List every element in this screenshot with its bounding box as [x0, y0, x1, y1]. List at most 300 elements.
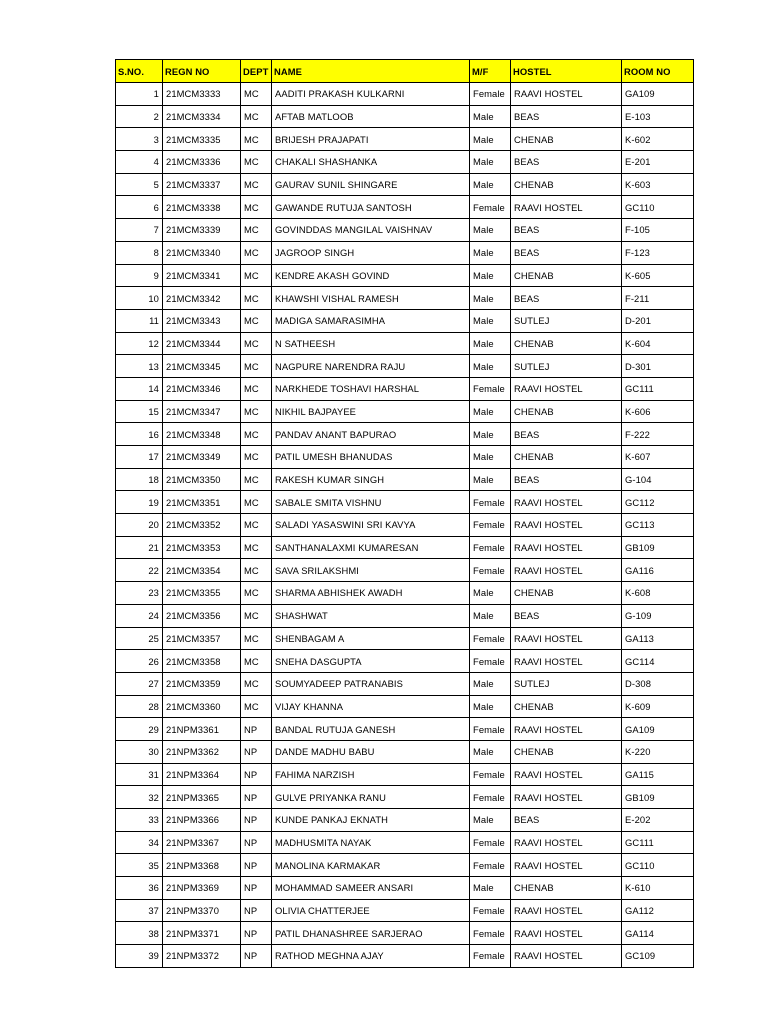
- cell-name: SABALE SMITA VISHNU: [272, 491, 470, 514]
- cell-hostel: CHENAB: [511, 740, 622, 763]
- cell-sno: 10: [116, 287, 163, 310]
- cell-name: MADHUSMITA NAYAK: [272, 831, 470, 854]
- cell-regn-no: 21NPM3369: [163, 877, 241, 900]
- cell-sno: 12: [116, 332, 163, 355]
- cell-room-no: K-605: [622, 264, 694, 287]
- cell-name: KENDRE AKASH GOVIND: [272, 264, 470, 287]
- table-row: [116, 718, 694, 741]
- cell-dept: NP: [241, 763, 272, 786]
- cell-dept: NP: [241, 740, 272, 763]
- cell-regn-no: 21NPM3362: [163, 740, 241, 763]
- header-gender: M/F: [470, 60, 511, 83]
- cell-room-no: K-602: [622, 128, 694, 151]
- cell-hostel: BEAS: [511, 809, 622, 832]
- cell-room-no: GC111: [622, 377, 694, 400]
- cell-name: OLIVIA CHATTERJEE: [272, 899, 470, 922]
- table-row: [116, 423, 694, 446]
- cell-dept: MC: [241, 377, 272, 400]
- cell-room-no: GA116: [622, 559, 694, 582]
- table-row: [116, 446, 694, 469]
- cell-regn-no: 21NPM3367: [163, 831, 241, 854]
- cell-regn-no: 21MCM3357: [163, 627, 241, 650]
- cell-gender: Male: [470, 128, 511, 151]
- cell-hostel: RAAVI HOSTEL: [511, 718, 622, 741]
- cell-name: FAHIMA NARZISH: [272, 763, 470, 786]
- cell-regn-no: 21MCM3355: [163, 582, 241, 605]
- cell-room-no: K-607: [622, 446, 694, 469]
- cell-regn-no: 21MCM3356: [163, 604, 241, 627]
- cell-room-no: F-123: [622, 241, 694, 264]
- cell-hostel: CHENAB: [511, 446, 622, 469]
- cell-dept: MC: [241, 83, 272, 106]
- cell-room-no: D-301: [622, 355, 694, 378]
- cell-name: GAURAV SUNIL SHINGARE: [272, 173, 470, 196]
- header-room-no: ROOM NO: [622, 60, 694, 83]
- cell-dept: MC: [241, 650, 272, 673]
- cell-sno: 26: [116, 650, 163, 673]
- cell-hostel: SUTLEJ: [511, 672, 622, 695]
- cell-regn-no: 21MCM3343: [163, 309, 241, 332]
- cell-regn-no: 21MCM3335: [163, 128, 241, 151]
- table-row: [116, 309, 694, 332]
- cell-gender: Female: [470, 945, 511, 968]
- cell-room-no: GA114: [622, 922, 694, 945]
- cell-gender: Female: [470, 650, 511, 673]
- cell-sno: 22: [116, 559, 163, 582]
- table-header: [116, 60, 694, 83]
- cell-gender: Female: [470, 718, 511, 741]
- cell-room-no: E-202: [622, 809, 694, 832]
- cell-name: GOVINDDAS MANGILAL VAISHNAV: [272, 219, 470, 242]
- cell-regn-no: 21NPM3368: [163, 854, 241, 877]
- cell-name: RATHOD MEGHNA AJAY: [272, 945, 470, 968]
- cell-regn-no: 21MCM3351: [163, 491, 241, 514]
- cell-hostel: RAAVI HOSTEL: [511, 559, 622, 582]
- table-row: [116, 604, 694, 627]
- table-row: [116, 582, 694, 605]
- cell-regn-no: 21MCM3339: [163, 219, 241, 242]
- table-row: [116, 922, 694, 945]
- cell-dept: MC: [241, 695, 272, 718]
- cell-name: BANDAL RUTUJA GANESH: [272, 718, 470, 741]
- cell-room-no: D-201: [622, 309, 694, 332]
- cell-dept: MC: [241, 219, 272, 242]
- cell-room-no: G-104: [622, 468, 694, 491]
- cell-sno: 5: [116, 173, 163, 196]
- cell-sno: 8: [116, 241, 163, 264]
- cell-hostel: RAAVI HOSTEL: [511, 899, 622, 922]
- cell-regn-no: 21MCM3346: [163, 377, 241, 400]
- cell-sno: 18: [116, 468, 163, 491]
- cell-gender: Male: [470, 423, 511, 446]
- table-row: [116, 672, 694, 695]
- table-row: [116, 241, 694, 264]
- cell-hostel: BEAS: [511, 105, 622, 128]
- cell-gender: Male: [470, 446, 511, 469]
- table-row: [116, 219, 694, 242]
- cell-gender: Male: [470, 582, 511, 605]
- cell-gender: Male: [470, 695, 511, 718]
- cell-name: MANOLINA KARMAKAR: [272, 854, 470, 877]
- cell-dept: MC: [241, 468, 272, 491]
- cell-hostel: BEAS: [511, 287, 622, 310]
- cell-sno: 28: [116, 695, 163, 718]
- cell-dept: NP: [241, 945, 272, 968]
- cell-dept: MC: [241, 400, 272, 423]
- table-row: [116, 627, 694, 650]
- cell-gender: Female: [470, 786, 511, 809]
- cell-regn-no: 21NPM3372: [163, 945, 241, 968]
- cell-sno: 33: [116, 809, 163, 832]
- cell-hostel: RAAVI HOSTEL: [511, 377, 622, 400]
- cell-dept: NP: [241, 877, 272, 900]
- cell-name: GULVE PRIYANKA RANU: [272, 786, 470, 809]
- cell-gender: Male: [470, 151, 511, 174]
- cell-sno: 25: [116, 627, 163, 650]
- cell-name: PATIL UMESH BHANUDAS: [272, 446, 470, 469]
- cell-name: SAVA SRILAKSHMI: [272, 559, 470, 582]
- hostel-allotment-sheet: [115, 59, 694, 968]
- cell-regn-no: 21MCM3359: [163, 672, 241, 695]
- cell-name: AFTAB MATLOOB: [272, 105, 470, 128]
- cell-name: GAWANDE RUTUJA SANTOSH: [272, 196, 470, 219]
- cell-name: VIJAY KHANNA: [272, 695, 470, 718]
- cell-hostel: RAAVI HOSTEL: [511, 854, 622, 877]
- table-row: [116, 877, 694, 900]
- header-dept: DEPT: [241, 60, 272, 83]
- cell-regn-no: 21MCM3358: [163, 650, 241, 673]
- cell-room-no: K-603: [622, 173, 694, 196]
- cell-hostel: CHENAB: [511, 400, 622, 423]
- cell-hostel: BEAS: [511, 151, 622, 174]
- cell-room-no: F-105: [622, 219, 694, 242]
- cell-name: SOUMYADEEP PATRANABIS: [272, 672, 470, 695]
- table-row: [116, 786, 694, 809]
- cell-gender: Female: [470, 627, 511, 650]
- cell-hostel: RAAVI HOSTEL: [511, 650, 622, 673]
- cell-sno: 38: [116, 922, 163, 945]
- cell-dept: MC: [241, 173, 272, 196]
- cell-regn-no: 21NPM3370: [163, 899, 241, 922]
- cell-name: NAGPURE NARENDRA RAJU: [272, 355, 470, 378]
- cell-name: KUNDE PANKAJ EKNATH: [272, 809, 470, 832]
- cell-sno: 1: [116, 83, 163, 106]
- cell-dept: NP: [241, 718, 272, 741]
- cell-gender: Female: [470, 922, 511, 945]
- cell-gender: Female: [470, 514, 511, 537]
- cell-hostel: SUTLEJ: [511, 355, 622, 378]
- cell-gender: Female: [470, 377, 511, 400]
- cell-hostel: RAAVI HOSTEL: [511, 945, 622, 968]
- cell-room-no: GA113: [622, 627, 694, 650]
- cell-sno: 35: [116, 854, 163, 877]
- cell-dept: NP: [241, 809, 272, 832]
- cell-regn-no: 21MCM3347: [163, 400, 241, 423]
- header-sno: S.NO.: [116, 60, 163, 83]
- cell-sno: 39: [116, 945, 163, 968]
- cell-name: SHARMA ABHISHEK AWADH: [272, 582, 470, 605]
- cell-regn-no: 21MCM3336: [163, 151, 241, 174]
- table-row: [116, 740, 694, 763]
- table-row: [116, 105, 694, 128]
- cell-sno: 16: [116, 423, 163, 446]
- cell-name: N SATHEESH: [272, 332, 470, 355]
- cell-hostel: BEAS: [511, 423, 622, 446]
- cell-gender: Male: [470, 740, 511, 763]
- cell-hostel: RAAVI HOSTEL: [511, 831, 622, 854]
- cell-dept: NP: [241, 786, 272, 809]
- cell-name: BRIJESH PRAJAPATI: [272, 128, 470, 151]
- cell-dept: MC: [241, 287, 272, 310]
- cell-gender: Female: [470, 491, 511, 514]
- cell-room-no: K-606: [622, 400, 694, 423]
- table-row: [116, 196, 694, 219]
- table-row: [116, 536, 694, 559]
- cell-room-no: K-609: [622, 695, 694, 718]
- cell-dept: NP: [241, 831, 272, 854]
- hostel-allotment-table: [115, 59, 694, 968]
- cell-name: DANDE MADHU BABU: [272, 740, 470, 763]
- cell-room-no: E-201: [622, 151, 694, 174]
- cell-sno: 20: [116, 514, 163, 537]
- table-row: [116, 514, 694, 537]
- cell-sno: 4: [116, 151, 163, 174]
- cell-regn-no: 21MCM3345: [163, 355, 241, 378]
- table-row: [116, 695, 694, 718]
- cell-sno: 19: [116, 491, 163, 514]
- cell-room-no: D-308: [622, 672, 694, 695]
- cell-hostel: CHENAB: [511, 332, 622, 355]
- cell-regn-no: 21NPM3366: [163, 809, 241, 832]
- cell-sno: 11: [116, 309, 163, 332]
- cell-gender: Female: [470, 831, 511, 854]
- table-row: [116, 128, 694, 151]
- cell-room-no: GA109: [622, 83, 694, 106]
- cell-room-no: GA112: [622, 899, 694, 922]
- cell-name: KHAWSHI VISHAL RAMESH: [272, 287, 470, 310]
- cell-name: SNEHA DASGUPTA: [272, 650, 470, 673]
- cell-gender: Male: [470, 877, 511, 900]
- cell-dept: MC: [241, 514, 272, 537]
- table-row: [116, 468, 694, 491]
- cell-name: SANTHANALAXMI KUMARESAN: [272, 536, 470, 559]
- cell-gender: Male: [470, 105, 511, 128]
- cell-room-no: E-103: [622, 105, 694, 128]
- cell-hostel: RAAVI HOSTEL: [511, 627, 622, 650]
- table-row: [116, 899, 694, 922]
- cell-room-no: F-222: [622, 423, 694, 446]
- cell-gender: Female: [470, 763, 511, 786]
- cell-gender: Male: [470, 400, 511, 423]
- cell-regn-no: 21NPM3365: [163, 786, 241, 809]
- cell-room-no: GC110: [622, 196, 694, 219]
- cell-sno: 7: [116, 219, 163, 242]
- cell-room-no: F-211: [622, 287, 694, 310]
- cell-name: JAGROOP SINGH: [272, 241, 470, 264]
- cell-dept: MC: [241, 536, 272, 559]
- table-row: [116, 151, 694, 174]
- cell-sno: 14: [116, 377, 163, 400]
- cell-hostel: CHENAB: [511, 582, 622, 605]
- cell-sno: 15: [116, 400, 163, 423]
- cell-name: SHENBAGAM A: [272, 627, 470, 650]
- cell-gender: Female: [470, 854, 511, 877]
- cell-regn-no: 21MCM3360: [163, 695, 241, 718]
- cell-gender: Male: [470, 287, 511, 310]
- cell-dept: MC: [241, 241, 272, 264]
- cell-regn-no: 21MCM3352: [163, 514, 241, 537]
- cell-dept: MC: [241, 582, 272, 605]
- cell-name: SALADI YASASWINI SRI KAVYA: [272, 514, 470, 537]
- cell-regn-no: 21NPM3364: [163, 763, 241, 786]
- cell-gender: Male: [470, 672, 511, 695]
- cell-sno: 3: [116, 128, 163, 151]
- cell-regn-no: 21MCM3354: [163, 559, 241, 582]
- cell-regn-no: 21MCM3334: [163, 105, 241, 128]
- cell-sno: 30: [116, 740, 163, 763]
- cell-room-no: G-109: [622, 604, 694, 627]
- cell-gender: Female: [470, 559, 511, 582]
- cell-regn-no: 21MCM3353: [163, 536, 241, 559]
- cell-name: SHASHWAT: [272, 604, 470, 627]
- cell-dept: MC: [241, 423, 272, 446]
- cell-regn-no: 21MCM3344: [163, 332, 241, 355]
- cell-dept: NP: [241, 854, 272, 877]
- cell-hostel: CHENAB: [511, 695, 622, 718]
- table-row: [116, 854, 694, 877]
- cell-hostel: RAAVI HOSTEL: [511, 786, 622, 809]
- cell-name: CHAKALI SHASHANKA: [272, 151, 470, 174]
- table-row: [116, 173, 694, 196]
- cell-room-no: GC110: [622, 854, 694, 877]
- table-row: [116, 332, 694, 355]
- cell-dept: MC: [241, 309, 272, 332]
- table-row: [116, 650, 694, 673]
- cell-hostel: RAAVI HOSTEL: [511, 83, 622, 106]
- cell-sno: 9: [116, 264, 163, 287]
- cell-dept: MC: [241, 196, 272, 219]
- cell-room-no: GA109: [622, 718, 694, 741]
- cell-regn-no: 21MCM3337: [163, 173, 241, 196]
- cell-sno: 29: [116, 718, 163, 741]
- cell-hostel: CHENAB: [511, 128, 622, 151]
- cell-hostel: RAAVI HOSTEL: [511, 922, 622, 945]
- cell-sno: 17: [116, 446, 163, 469]
- table-row: [116, 559, 694, 582]
- cell-gender: Male: [470, 264, 511, 287]
- cell-gender: Male: [470, 173, 511, 196]
- cell-room-no: K-608: [622, 582, 694, 605]
- header-regn-no: REGN NO: [163, 60, 241, 83]
- cell-hostel: BEAS: [511, 219, 622, 242]
- cell-sno: 34: [116, 831, 163, 854]
- cell-name: MADIGA SAMARASIMHA: [272, 309, 470, 332]
- cell-dept: MC: [241, 627, 272, 650]
- cell-hostel: BEAS: [511, 468, 622, 491]
- cell-dept: MC: [241, 672, 272, 695]
- cell-gender: Male: [470, 241, 511, 264]
- cell-dept: MC: [241, 491, 272, 514]
- cell-hostel: RAAVI HOSTEL: [511, 196, 622, 219]
- cell-sno: 32: [116, 786, 163, 809]
- cell-name: PANDAV ANANT BAPURAO: [272, 423, 470, 446]
- cell-room-no: GC114: [622, 650, 694, 673]
- table-row: [116, 355, 694, 378]
- cell-dept: NP: [241, 899, 272, 922]
- cell-room-no: GB109: [622, 786, 694, 809]
- cell-name: NIKHIL BAJPAYEE: [272, 400, 470, 423]
- cell-hostel: CHENAB: [511, 173, 622, 196]
- cell-dept: NP: [241, 922, 272, 945]
- cell-hostel: RAAVI HOSTEL: [511, 514, 622, 537]
- cell-hostel: BEAS: [511, 604, 622, 627]
- cell-hostel: RAAVI HOSTEL: [511, 536, 622, 559]
- cell-sno: 13: [116, 355, 163, 378]
- cell-hostel: BEAS: [511, 241, 622, 264]
- header-name: NAME: [272, 60, 470, 83]
- cell-gender: Male: [470, 468, 511, 491]
- cell-name: RAKESH KUMAR SINGH: [272, 468, 470, 491]
- table-row: [116, 264, 694, 287]
- table-body: [116, 83, 694, 968]
- cell-hostel: CHENAB: [511, 877, 622, 900]
- cell-sno: 2: [116, 105, 163, 128]
- cell-regn-no: 21MCM3340: [163, 241, 241, 264]
- cell-room-no: K-220: [622, 740, 694, 763]
- cell-name: PATIL DHANASHREE SARJERAO: [272, 922, 470, 945]
- cell-room-no: GC112: [622, 491, 694, 514]
- cell-sno: 31: [116, 763, 163, 786]
- cell-dept: MC: [241, 446, 272, 469]
- cell-room-no: GC111: [622, 831, 694, 854]
- cell-dept: MC: [241, 151, 272, 174]
- cell-room-no: GB109: [622, 536, 694, 559]
- cell-hostel: CHENAB: [511, 264, 622, 287]
- cell-regn-no: 21MCM3341: [163, 264, 241, 287]
- cell-gender: Female: [470, 899, 511, 922]
- header-row: [116, 60, 694, 83]
- cell-sno: 36: [116, 877, 163, 900]
- table-row: [116, 400, 694, 423]
- table-row: [116, 945, 694, 968]
- cell-room-no: K-610: [622, 877, 694, 900]
- cell-gender: Male: [470, 309, 511, 332]
- table-row: [116, 763, 694, 786]
- cell-dept: MC: [241, 355, 272, 378]
- cell-name: NARKHEDE TOSHAVI HARSHAL: [272, 377, 470, 400]
- cell-hostel: RAAVI HOSTEL: [511, 763, 622, 786]
- cell-dept: MC: [241, 332, 272, 355]
- cell-room-no: K-604: [622, 332, 694, 355]
- cell-sno: 37: [116, 899, 163, 922]
- cell-gender: Male: [470, 809, 511, 832]
- table-row: [116, 491, 694, 514]
- cell-sno: 6: [116, 196, 163, 219]
- table-row: [116, 831, 694, 854]
- cell-room-no: GA115: [622, 763, 694, 786]
- cell-dept: MC: [241, 264, 272, 287]
- cell-hostel: RAAVI HOSTEL: [511, 491, 622, 514]
- cell-room-no: GC113: [622, 514, 694, 537]
- cell-gender: Male: [470, 332, 511, 355]
- cell-name: MOHAMMAD SAMEER ANSARI: [272, 877, 470, 900]
- cell-regn-no: 21MCM3349: [163, 446, 241, 469]
- cell-regn-no: 21MCM3338: [163, 196, 241, 219]
- cell-gender: Male: [470, 355, 511, 378]
- cell-sno: 24: [116, 604, 163, 627]
- cell-regn-no: 21MCM3348: [163, 423, 241, 446]
- cell-regn-no: 21NPM3371: [163, 922, 241, 945]
